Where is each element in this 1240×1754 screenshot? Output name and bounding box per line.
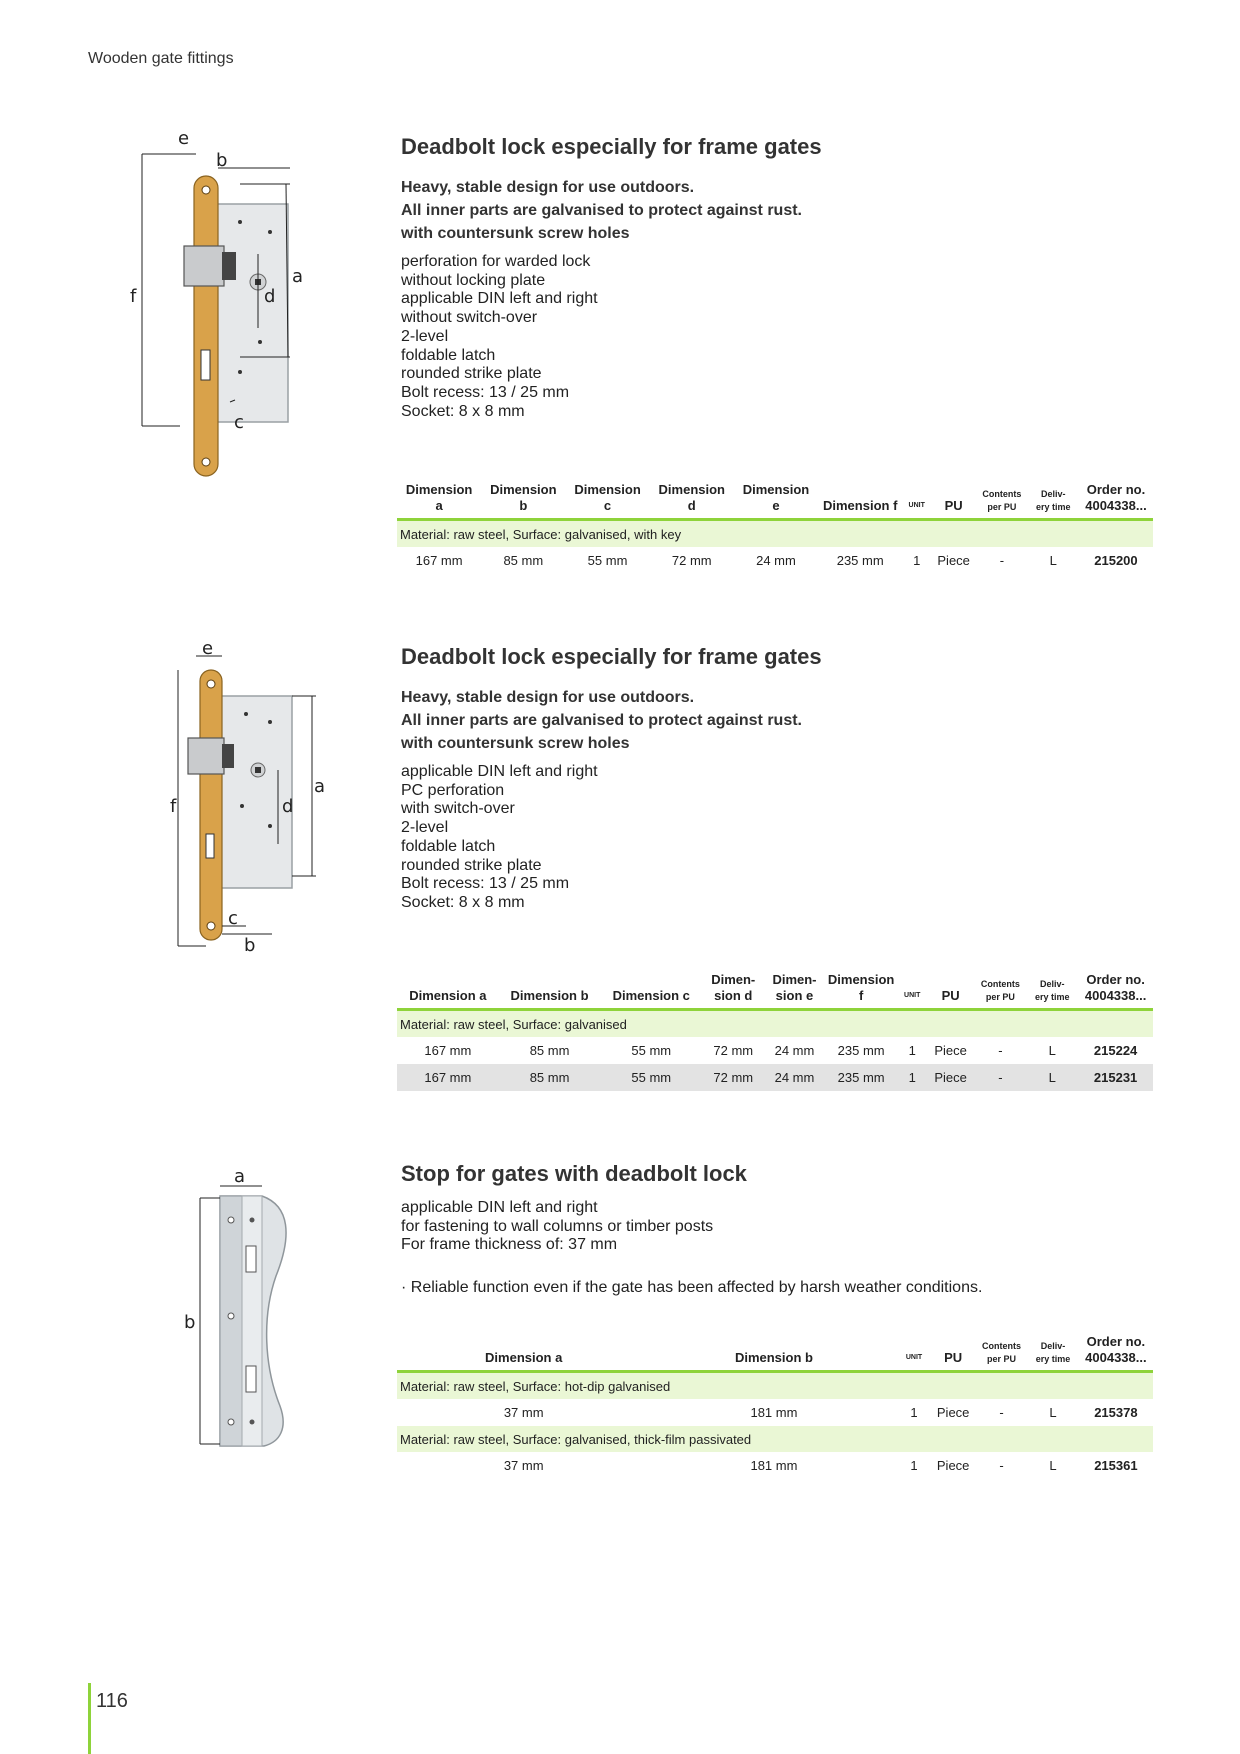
product-content-2 [401, 644, 1161, 913]
table-row: 37 mm 181 mm 1 Piece - L 215361 [397, 1452, 1153, 1479]
col-header: Deliv- ery time [1028, 482, 1079, 520]
dim-label-a: a [292, 266, 304, 287]
page-number: 116 [96, 1690, 128, 1712]
running-head: Wooden gate fittings [88, 50, 234, 67]
material-row: Material: raw steel, Surface: hot-dip galvanised [397, 1372, 1153, 1400]
feature-bullet: · Reliable function even if the gate has been affected by harsh weather conditions. [401, 1279, 983, 1297]
product-content-1 [401, 134, 1161, 421]
col-header: Order no. 4004338... [1078, 972, 1153, 1010]
col-header: Order no. 4004338... [1079, 1334, 1153, 1372]
col-header: Dimen- sion d [702, 972, 764, 1010]
dim-label-c: c [234, 412, 244, 433]
col-header: Deliv- ery time [1026, 972, 1078, 1010]
col-header: UNIT [898, 972, 927, 1010]
feature-line: 2-level [401, 327, 449, 345]
table-row: 167 mm 85 mm 55 mm 72 mm 24 mm 235 mm 1 Piece - L 215200 [397, 547, 1153, 574]
feature-line: foldable latch [401, 346, 496, 364]
col-header: Dimension c [565, 482, 649, 520]
highlight-line: All inner parts are galvanised to protect against rust. [401, 712, 802, 729]
col-header: UNIT [898, 1334, 931, 1372]
dim-label-d: d [282, 796, 294, 817]
stop-drawing [180, 1166, 320, 1456]
dim-label-e: e [178, 128, 190, 149]
dim-label-b: b [244, 935, 256, 956]
lock-drawing [130, 128, 340, 487]
dim-label-f: f [170, 796, 177, 817]
product-features [401, 253, 1161, 421]
feature-line: without locking plate [401, 271, 546, 289]
product-figure-deadbolt-lock-1 [130, 128, 340, 487]
dim-label-a: a [314, 776, 326, 797]
product-figure-deadbolt-lock-2 [166, 638, 336, 956]
table-row: 167 mm 85 mm 55 mm 72 mm 24 mm 235 mm 1 Piece - L 215224 [397, 1037, 1153, 1064]
product-highlights [401, 686, 1161, 755]
col-header: UNIT [902, 482, 931, 520]
product-highlights [401, 176, 1161, 245]
col-header: Dimension e [734, 482, 818, 520]
col-header: Dimension b [650, 1334, 897, 1372]
dim-label-b: b [184, 1312, 196, 1333]
col-header: Dimension a [397, 972, 499, 1010]
dim-label-f: f [130, 286, 137, 307]
col-header: Dimension f [818, 482, 902, 520]
highlight-line: with countersunk screw holes [401, 735, 630, 752]
col-header: Order no. 4004338... [1079, 482, 1153, 520]
feature-line: Bolt recess: 13 / 25 mm [401, 875, 570, 893]
dim-label-d: d [264, 286, 276, 307]
dim-label-a: a [234, 1166, 246, 1187]
feature-line: applicable DIN left and right [401, 763, 598, 780]
material-row: Material: raw steel, Surface: galvanised [397, 1010, 1153, 1038]
order-number: 215231 [1078, 1064, 1153, 1091]
order-number: 215361 [1094, 1458, 1138, 1473]
product-title: Deadbolt lock especially for frame gates [401, 134, 822, 159]
table-header-row [397, 482, 1153, 520]
feature-line: without switch-over [401, 309, 538, 327]
highlight-line: with countersunk screw holes [401, 225, 630, 242]
table-header-row [397, 972, 1153, 1010]
page-number-rule [88, 1683, 91, 1754]
col-header: PU [927, 972, 975, 1010]
highlight-line: Heavy, stable design for use outdoors. [401, 689, 695, 706]
feature-line: foldable latch [401, 837, 496, 855]
col-header: Dimension a [397, 1334, 650, 1372]
order-number: 215378 [1094, 1405, 1138, 1420]
feature-line: PC perforation [401, 781, 505, 799]
order-number: 215224 [1093, 1043, 1138, 1058]
col-header: Dimension d [650, 482, 734, 520]
order-number: 215200 [1094, 553, 1138, 568]
material-row: Material: raw steel, Surface: galvanised, with key [397, 520, 1153, 548]
col-header: Deliv- ery time [1027, 1334, 1078, 1372]
col-header: Dimension a [397, 482, 481, 520]
col-header: Dimen- sion e [764, 972, 824, 1010]
product-features [401, 1199, 1161, 1255]
col-header: Contents per PU [976, 1334, 1027, 1372]
table-row: 37 mm 181 mm 1 Piece - L 215378 [397, 1399, 1153, 1426]
spec-table-1 [397, 482, 1153, 574]
product-content-3 [401, 1161, 1161, 1297]
col-header: Dimension b [481, 482, 565, 520]
feature-line: with switch-over [401, 800, 515, 818]
col-header: Dimension f [825, 972, 898, 1010]
highlight-line: All inner parts are galvanised to protect against rust. [401, 202, 802, 219]
feature-line: For frame thickness of: 37 mm [401, 1236, 618, 1254]
col-header: Dimension c [600, 972, 702, 1010]
product-features [401, 763, 1161, 913]
highlight-line: Heavy, stable design for use outdoors. [401, 179, 695, 196]
dim-label-c: c [228, 908, 238, 929]
product-figure-gate-stop [180, 1166, 320, 1456]
feature-line: Bolt recess: 13 / 25 mm [401, 383, 570, 401]
col-header: Contents per PU [976, 482, 1027, 520]
feature-line: 2-level [401, 819, 449, 837]
table-row: 167 mm 85 mm 55 mm 72 mm 24 mm 235 mm 1 Piece - L 215231 [397, 1064, 1153, 1091]
col-header: Contents per PU [974, 972, 1026, 1010]
feature-line: Socket: 8 x 8 mm [401, 893, 525, 911]
col-header: Dimension b [499, 972, 601, 1010]
product-title: Deadbolt lock especially for frame gates [401, 644, 822, 669]
material-row: Material: raw steel, Surface: galvanised, thick-film passivated [397, 1426, 1153, 1452]
product-title: Stop for gates with deadbolt lock [401, 1161, 747, 1186]
feature-line: applicable DIN left and right [401, 290, 598, 308]
table-header-row [397, 1334, 1153, 1372]
spec-table-3 [397, 1334, 1153, 1479]
feature-line: perforation for warded lock [401, 253, 591, 270]
lock-drawing [166, 638, 336, 956]
col-header: PU [931, 1334, 976, 1372]
spec-table-2 [397, 972, 1153, 1091]
dim-label-e: e [202, 638, 214, 659]
feature-line: for fastening to wall columns or timber posts [401, 1217, 714, 1235]
feature-line: Socket: 8 x 8 mm [401, 402, 525, 420]
feature-line: rounded strike plate [401, 856, 542, 874]
col-header: PU [931, 482, 976, 520]
feature-line: rounded strike plate [401, 365, 542, 383]
dim-label-b: b [216, 150, 228, 171]
feature-line: applicable DIN left and right [401, 1199, 598, 1216]
